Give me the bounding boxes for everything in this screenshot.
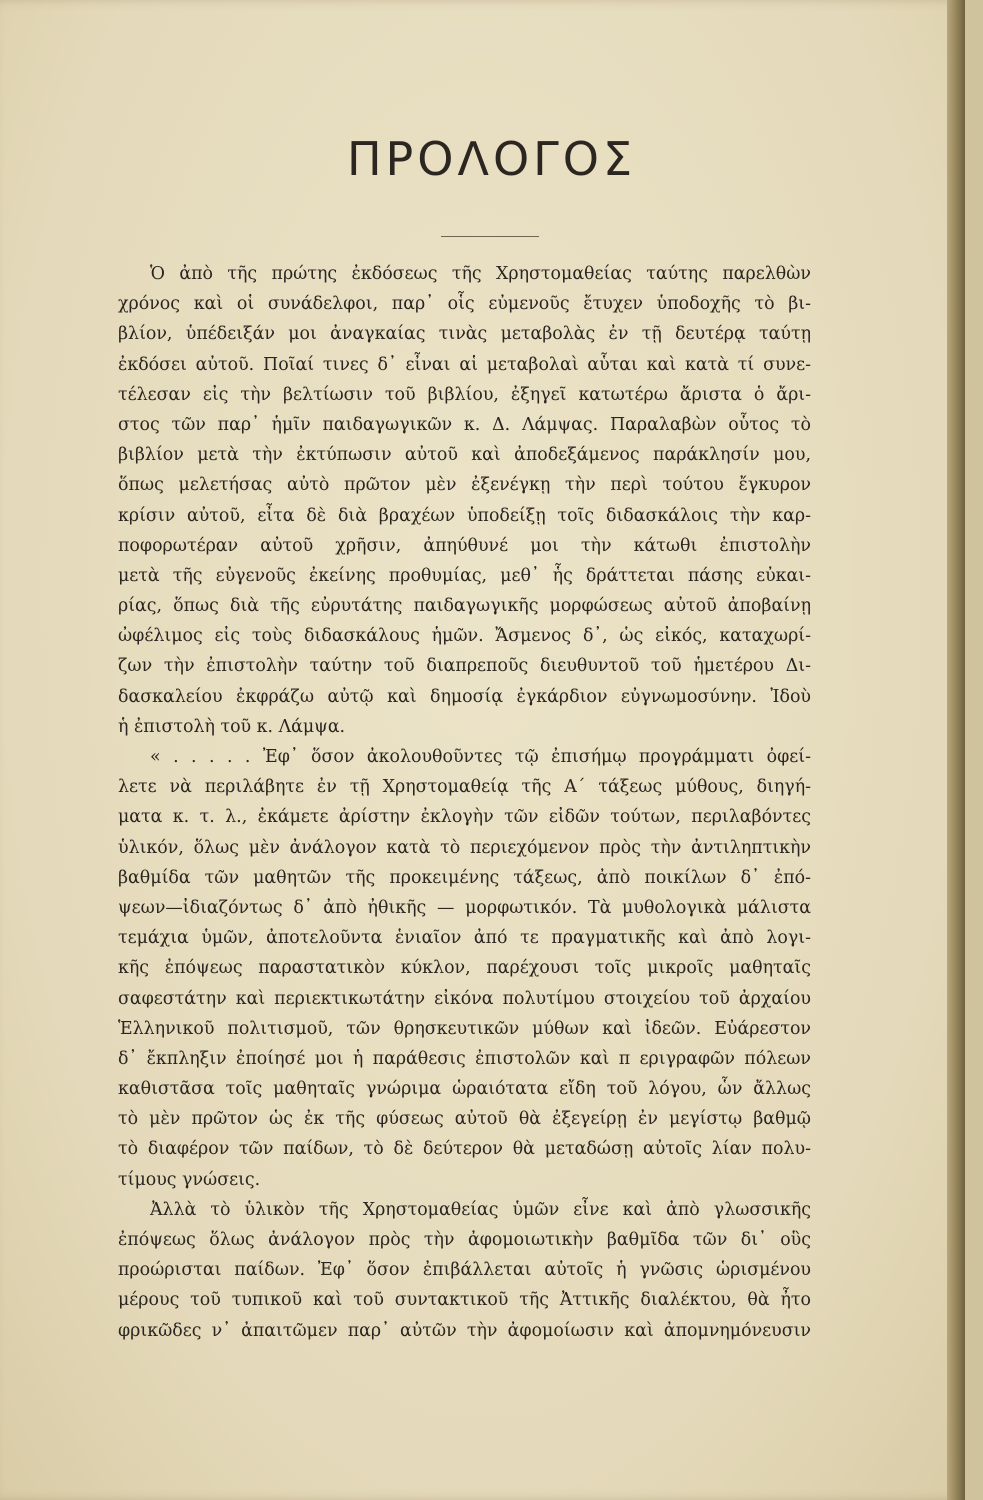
text-line: δασκαλείου ἐκφράζω αὐτῷ καὶ δημοσίᾳ ἐγκάρδιον εὐγνωμοσύνην. Ἰδοὺ bbox=[118, 686, 811, 707]
text-line: ματα κ. τ. λ., ἐκάμετε ἀρίστην ἐκλογὴν τῶν εἰδῶν τούτων, περιλαβόντες bbox=[118, 807, 811, 828]
text-line: στος τῶν παρ᾿ ἡμῖν παιδαγωγικῶν κ. Δ. Λάμψας. Παραλαβὼν οὗτος τὸ bbox=[118, 414, 811, 435]
text-line: Ἑλληνικοῦ πολιτισμοῦ, τῶν θρησκευτικῶν μύθων καὶ ἰδεῶν. Εὐάρεστον bbox=[118, 1018, 811, 1039]
text-line: τέλεσαν εἰς τὴν βελτίωσιν τοῦ βιβλίου, ἐξηγεῖ κατωτέρω ἄριστα ὁ ἄρι- bbox=[118, 384, 811, 405]
text-line: ἐκδόσει αὐτοῦ. Ποῖαί τινες δ᾿ εἶναι αἱ μεταβολαὶ αὗται καὶ κατὰ τί συνε- bbox=[118, 354, 811, 375]
text-line: ζων τὴν ἐπιστολὴν ταύτην τοῦ διαπρεποῦς διευθυντοῦ τοῦ ἡμετέρου Δι- bbox=[118, 656, 811, 677]
text-line: « . . . . . Ἐφ᾿ ὅσον ἀκολουθοῦντες τῷ ἐπισήμῳ προγράμματι ὀφεί- bbox=[150, 747, 811, 767]
text-line: προώρισται παίδων. Ἐφ᾿ ὅσον ἐπιβάλλεται αὐτοῖς ἡ γνῶσις ὡρισμένου bbox=[118, 1260, 811, 1281]
text-line: κῆς ἐπόψεως παραστατικὸν κύκλον, παρέχουσι τοῖς μικροῖς μαθηταῖς bbox=[118, 958, 811, 979]
text-line: ρίας, ὅπως διὰ τῆς εὐρυτάτης παιδαγωγικῆς μορφώσεως αὐτοῦ ἀποβαίνῃ bbox=[118, 596, 811, 617]
text-line: Ὁ ἀπὸ τῆς πρώτης ἐκδόσεως τῆς Χρηστομαθείας ταύτης παρελθὼν bbox=[150, 264, 811, 284]
text-line: βλίον, ὑπέδειξάν μοι ἀναγκαίας τινὰς μεταβολὰς ἐν τῇ δευτέρᾳ ταύτῃ bbox=[118, 324, 811, 345]
page-title: ΠΡΟΛΟΓΟΣ bbox=[346, 132, 637, 186]
text-line: τὸ μὲν πρῶτον ὡς ἐκ τῆς φύσεως αὐτοῦ θὰ ἐξεγείρῃ ἐν μεγίστῳ βαθμῷ bbox=[118, 1109, 811, 1130]
text-line: φρικῶδες ν᾿ ἀπαιτῶμεν παρ᾿ αὐτῶν τὴν ἀφομοίωσιν καὶ ἀπομνημόνευσιν bbox=[118, 1320, 811, 1341]
text-line: δ᾿ ἔκπληξιν ἐποίησέ μοι ἡ παράθεσις ἐπιστολῶν καὶ π εριγραφῶν πόλεων bbox=[118, 1048, 811, 1069]
prologue-text bbox=[118, 259, 811, 1346]
title-divider bbox=[441, 236, 539, 237]
text-line: ὅπως μελετήσας αὐτὸ πρῶτον μὲν ἐξενέγκῃ τὴν περὶ τούτου ἔγκυρον bbox=[118, 475, 811, 496]
text-line: καθιστᾶσα τοῖς μαθηταῖς γνώριμα ὡραιότατα εἴδη τοῦ λόγου, ὧν ἄλλως bbox=[118, 1079, 811, 1100]
text-line: ὠφέλιμος εἰς τοὺς διδασκάλους ἡμῶν. Ἄσμενος δ᾿, ὡς εἰκός, καταχωρί- bbox=[118, 626, 811, 647]
text-line: ὑλικόν, ὅλως μὲν ἀνάλογον κατὰ τὸ περιεχόμενον πρὸς τὴν ἀντιληπτικὴν bbox=[118, 837, 811, 858]
text-line: τίμους γνώσεις. bbox=[118, 1169, 261, 1190]
text-line: χρόνος καὶ οἱ συνάδελφοι, παρ᾿ οἷς εὐμενοῦς ἔτυχεν ὑποδοχῆς τὸ βι- bbox=[118, 294, 811, 315]
text-line: βαθμίδα τῶν μαθητῶν τῆς προκειμένης τάξεως, ἀπὸ ποικίλων δ᾿ ἐπό- bbox=[118, 867, 811, 888]
text-line: Ἀλλὰ τὸ ὑλικὸν τῆς Χρηστομαθείας ὑμῶν εἶνε καὶ ἀπὸ γλωσσικῆς bbox=[150, 1199, 811, 1220]
text-line: μέρους τοῦ τυπικοῦ καὶ τοῦ συντακτικοῦ τῆς Ἀττικῆς διαλέκτου, θὰ ἦτο bbox=[118, 1290, 811, 1311]
text-line: βιβλίον μετὰ τὴν ἐκτύπωσιν αὐτοῦ καὶ ἀποδεξάμενος παράκλησίν μου, bbox=[118, 445, 811, 466]
text-line: κρίσιν αὐτοῦ, εἶτα δὲ διὰ βραχέων ὑποδείξῃ τοῖς διδασκάλοις τὴν καρ- bbox=[118, 505, 811, 526]
text-line: σαφεστάτην καὶ περιεκτικωτάτην εἰκόνα πολυτίμου στοιχείου τοῦ ἀρχαίου bbox=[118, 988, 811, 1009]
text-line: λετε νὰ περιλάβητε ἐν τῇ Χρηστομαθείᾳ τῆς Α΄ τάξεως μύθους, διηγή- bbox=[118, 777, 811, 798]
text-line: ψεων—ἰδιαζόντως δ᾿ ἀπὸ ἠθικῆς — μορφωτικόν. Τὰ μυθολογικὰ μάλιστα bbox=[118, 897, 811, 918]
text-line: μετὰ τῆς εὐγενοῦς ἐκείνης προθυμίας, μεθ᾿ ἧς δράττεται πάσης εὐκαι- bbox=[118, 565, 811, 586]
page-edge bbox=[947, 0, 965, 1500]
text-line: ἡ ἐπιστολὴ τοῦ κ. Λάμψα. bbox=[118, 716, 346, 737]
text-line: τεμάχια ὑμῶν, ἀποτελοῦντα ἑνιαῖον ἀπό τε πραγματικῆς καὶ ἀπὸ λογι- bbox=[118, 928, 811, 949]
text-line: ποφορωτέραν αὐτοῦ χρῆσιν, ἀπηύθυνέ μοι τὴν κάτωθι ἐπιστολὴν bbox=[118, 535, 811, 556]
text-line: τὸ διαφέρον τῶν παίδων, τὸ δὲ δεύτερον θὰ μεταδώσῃ αὐτοῖς λίαν πολυ- bbox=[118, 1139, 811, 1160]
text-line: ἐπόψεως ὅλως ἀνάλογον πρὸς τὴν ἀφομοιωτικὴν βαθμῖδα τῶν δι᾿ οὓς bbox=[118, 1230, 811, 1250]
